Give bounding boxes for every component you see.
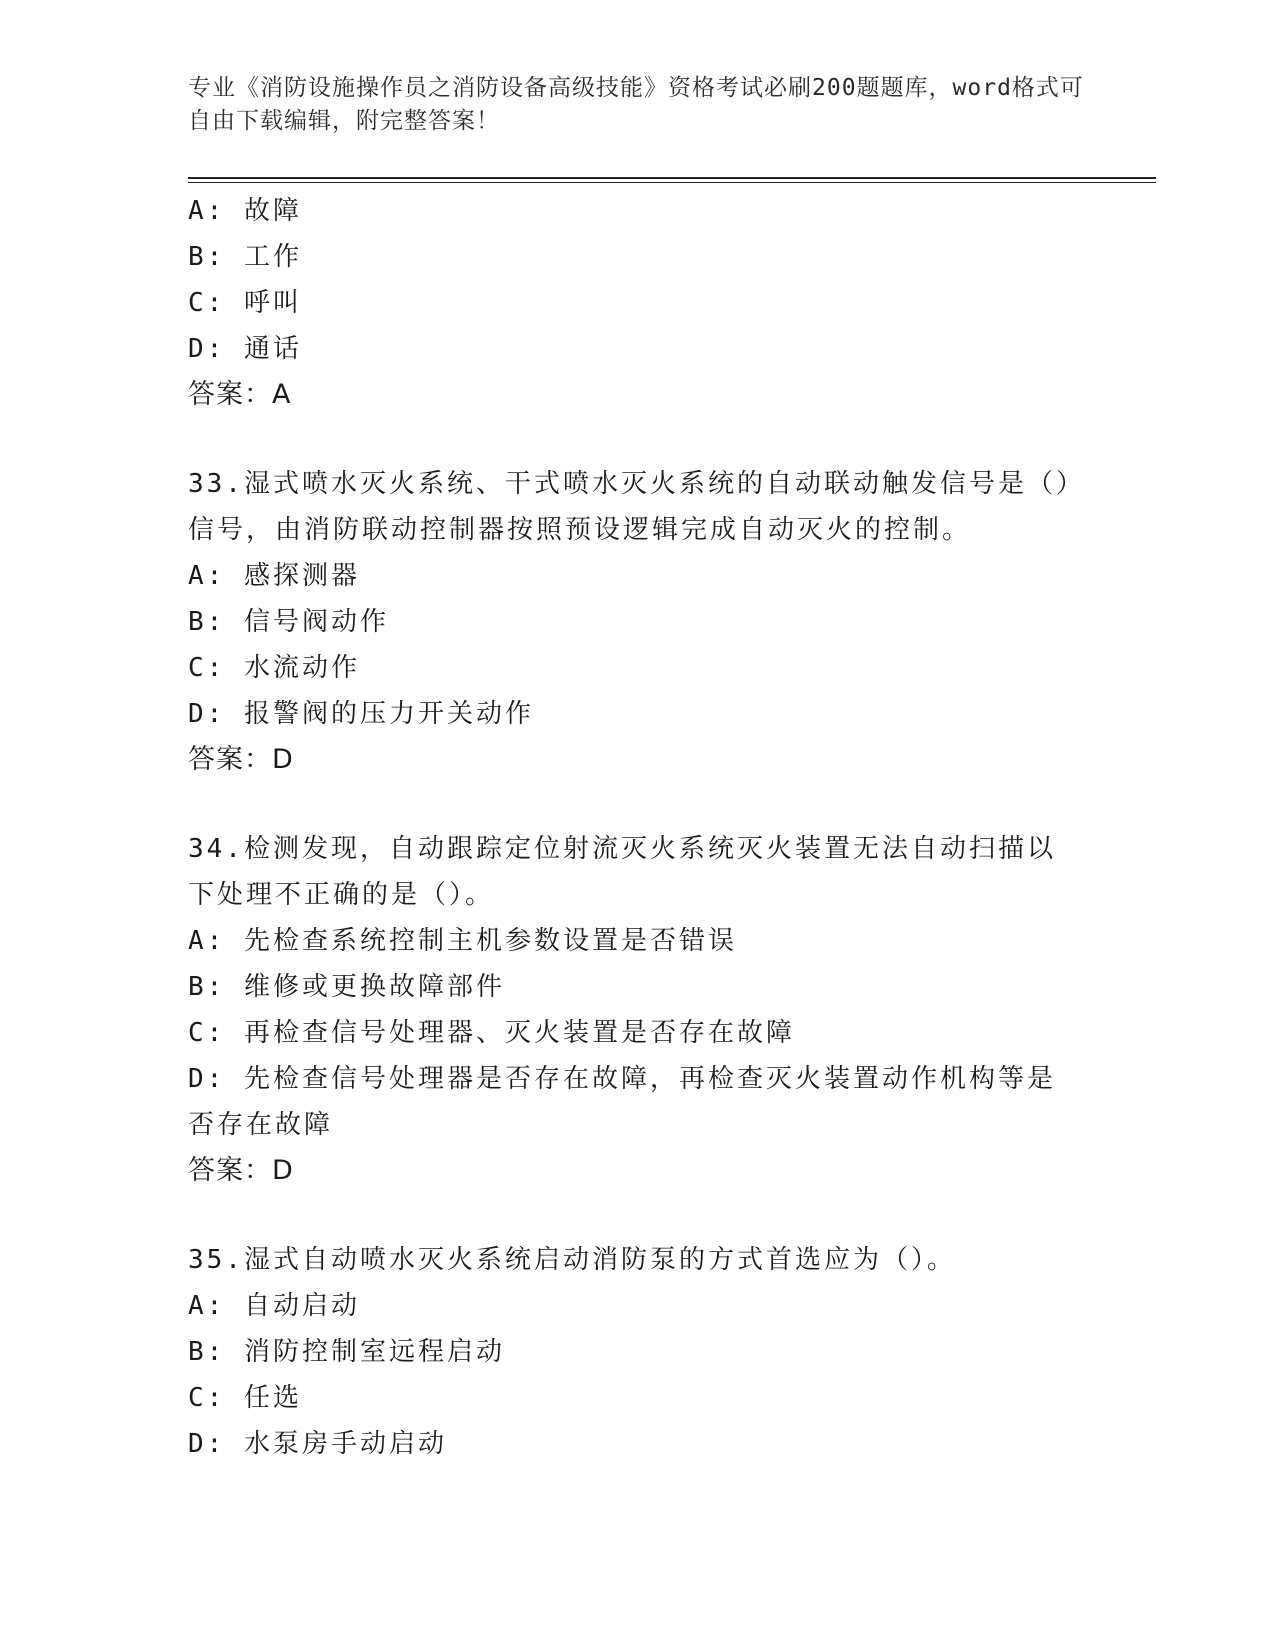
option-d: D: 先检查信号处理器是否存在故障，再检查灭火装置动作机构等是否存在故障 [188,1064,1056,1140]
option-b: B: 维修或更换故障部件 [188,972,505,1002]
option-c: C: 任选 [188,1383,302,1413]
option-d: D: 通话 [188,334,302,364]
spacer [188,1194,1088,1237]
option-a: A: 感探测器 [188,561,360,591]
option-d: D: 报警阀的压力开关动作 [188,699,534,729]
question-stem: 35.湿式自动喷水灭火系统启动消防泵的方式首选应为（）。 [188,1245,956,1275]
document-body [188,188,1088,1467]
question-35 [188,1237,1088,1467]
option-c: C: 再检查信号处理器、灭火装置是否存在故障 [188,1018,795,1048]
question-33 [188,461,1088,783]
page-header: 专业《消防设施操作员之消防设备高级技能》资格考试必刷200题题库，word格式可自由下载编辑，附完整答案！ [188,75,1084,134]
option-b: B: 工作 [188,242,302,272]
answer: 答案：D [188,1155,294,1186]
option-a: A: 自动启动 [188,1291,360,1321]
question-32 [188,188,1088,418]
spacer [188,783,1088,826]
option-a: A: 故障 [188,196,302,226]
question-stem: 34.检测发现，自动跟踪定位射流灭火系统灭火装置无法自动扫描以下处理不正确的是（）。 [188,834,1056,910]
option-b: B: 信号阀动作 [188,607,389,637]
header-divider [188,177,1156,183]
answer: 答案：D [188,744,294,775]
option-c: C: 水流动作 [188,653,360,683]
question-34 [188,826,1088,1194]
option-a: A: 先检查系统控制主机参数设置是否错误 [188,926,737,956]
option-c: C: 呼叫 [188,288,302,318]
answer: 答案：A [188,379,292,410]
spacer [188,418,1088,461]
option-b: B: 消防控制室远程启动 [188,1337,505,1367]
option-d: D: 水泵房手动启动 [188,1429,447,1459]
question-stem: 33.湿式喷水灭火系统、干式喷水灭火系统的自动联动触发信号是（）信号，由消防联动控制器按照预设逻辑完成自动灭火的控制。 [188,469,1072,545]
